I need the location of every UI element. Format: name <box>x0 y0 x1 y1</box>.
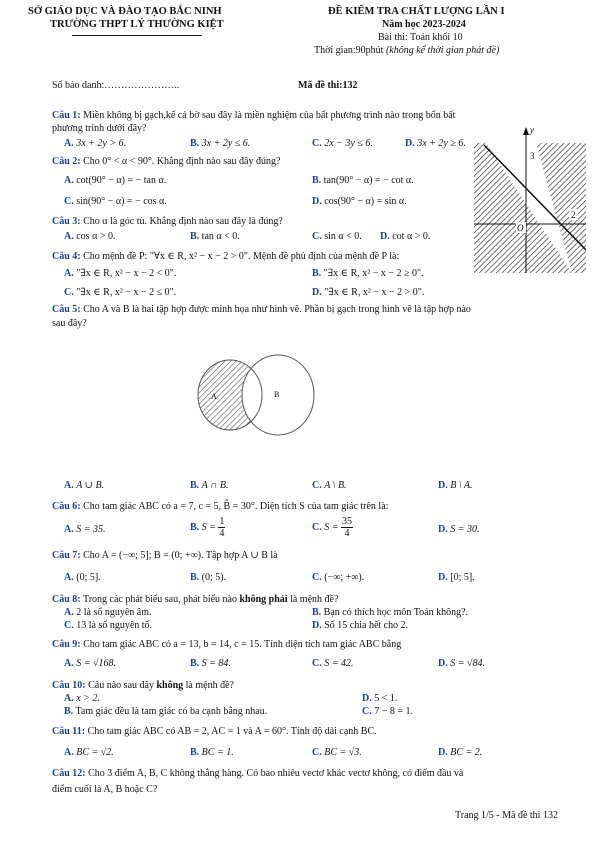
q11-option-d[interactable]: D. BC = 2. <box>438 747 483 758</box>
q5-option-b[interactable]: B. A ∩ B. <box>190 480 229 491</box>
q4-stem: Câu 4: Cho mệnh đề P: "∀x ∈ R, x² − x − 2 > 0". Mệnh đề phủ định của mệnh đề P là: <box>52 251 400 262</box>
q2-stem: Câu 2: Cho 0° < α < 90°. Khẳng định nào sau đây đúng? <box>52 156 281 167</box>
exam-subject: Bài thi: Toán khối 10 <box>378 32 463 43</box>
q5-label-b: B <box>274 390 280 399</box>
q6-option-b[interactable]: B. S = $\frac{1}{4}$ <box>190 516 225 539</box>
q10-option-b[interactable]: B. Tam giác đều là tam giác có ba cạnh bằng nhau. <box>64 706 268 717</box>
q8-option-b[interactable]: B. Bạn có thích học môn Toán không?. <box>312 607 469 618</box>
q5-stem-2: sau đây? <box>52 318 87 329</box>
q4-option-b[interactable]: B. "∃x ∈ R, x² − x − 2 ≥ 0". <box>312 268 424 279</box>
q6-option-a[interactable]: A. S = 35. <box>64 524 106 535</box>
q7-option-d[interactable]: D. [0; 5]. <box>438 572 475 583</box>
q2-option-a[interactable]: A. cot(90° − α) = − tan α. <box>64 175 167 186</box>
q4-option-a[interactable]: A. "∃x ∈ R, x² − x − 2 < 0". <box>64 268 177 279</box>
q10-stem: Câu 10: Câu nào sau đây không là mệnh đề? <box>52 680 234 691</box>
q11-option-c[interactable]: C. BC = √3. <box>312 747 362 758</box>
q6-c-fraction: $\frac{35}{4}$ <box>341 516 352 539</box>
q9-option-d[interactable]: D. S = √84. <box>438 658 485 669</box>
q12-stem: Câu 12: Cho 3 điểm A, B, C không thẳng hàng. Có bao nhiêu vectơ khác vectơ không, có điểm đầu và <box>52 768 464 779</box>
q3-option-c[interactable]: C. sin α < 0. <box>312 231 362 242</box>
q1-option-b[interactable]: B. 3x + 2y ≤ 6. <box>190 138 251 149</box>
q3-option-a[interactable]: A. cos α > 0. <box>64 231 116 242</box>
q2-option-c[interactable]: C. sin(90° − α) = − cos α. <box>64 196 167 207</box>
exam-time: Thời gian:90phút (không kể thời gian phát đề) <box>314 45 500 56</box>
q1-y-arrow-icon <box>523 127 529 135</box>
q6-option-c[interactable]: C. S = $\frac{35}{4}$ <box>312 516 352 539</box>
header-rule <box>72 35 202 36</box>
q8-stem: Câu 8: Trong các phát biểu sau, phát biểu nào không phải là mệnh đề? <box>52 594 339 605</box>
q7-option-c[interactable]: C. (−∞; +∞). <box>312 572 365 583</box>
q1-option-a[interactable]: A. 3x + 2y > 6. <box>64 138 127 149</box>
q3-option-d[interactable]: D. cot α > 0. <box>380 231 431 242</box>
q4-option-c[interactable]: C. "∃x ∈ R, x² − x − 2 ≤ 0". <box>64 287 177 298</box>
q3-stem: Câu 3: Cho α là góc tù. Khẳng định nào sau đây là đúng? <box>52 216 283 227</box>
q2-option-b[interactable]: B. tan(90° − α) = − cot α. <box>312 175 414 186</box>
q9-option-b[interactable]: B. S = 84. <box>190 658 231 669</box>
q6-stem: Câu 6: Cho tam giác ABC có a = 7, c = 5, B̂ = 30°. Diện tích S của tam giác trên là: <box>52 501 389 512</box>
q5-option-c[interactable]: C. A \ B. <box>312 480 347 491</box>
q5-stem: Câu 5: Cho A và B là hai tập hợp được minh họa như hình vẽ. Phần bị gạch trong hình vẽ là tập hợp nào <box>52 304 471 315</box>
q7-option-b[interactable]: B. (0; 5). <box>190 572 227 583</box>
q11-option-a[interactable]: A. BC = √2. <box>64 747 114 758</box>
q10-option-a[interactable]: A. x > 2. <box>64 693 100 704</box>
exam-code: Mã đề thi:132 <box>298 80 358 91</box>
q10-option-d[interactable]: D. 5 < 1. <box>362 693 398 704</box>
q5-option-a[interactable]: A. A ∪ B. <box>64 480 105 491</box>
q8-option-c[interactable]: C. 13 là số nguyên tố. <box>64 620 153 631</box>
q1-tick-3: 3 <box>530 151 535 161</box>
q5-venn-diagram <box>194 352 316 438</box>
header-school: TRƯỜNG THPT LÝ THƯỜNG KIỆT <box>50 19 224 30</box>
q11-stem: Câu 11: Cho tam giác ABC có AB = 2, AC = 1 và A = 60°. Tính độ dài cạnh BC. <box>52 726 377 737</box>
student-id-line: Số báo danh:………………….. <box>52 80 180 91</box>
q12-stem-2: điểm cuối là A, B hoặc C? <box>52 784 158 795</box>
page-footer: Trang 1/5 - Mã đề thi 132 <box>455 810 558 821</box>
q1-option-d[interactable]: D. 3x + 2y ≥ 6. <box>405 138 466 149</box>
q1-y-label: y <box>530 125 534 135</box>
exam-title: ĐỀ KIỂM TRA CHẤT LƯỢNG LẦN I <box>328 6 505 17</box>
q1-tick-2: 2 <box>571 210 576 220</box>
q8-option-a[interactable]: A. 2 là số nguyên âm. <box>64 607 152 618</box>
q1-option-c[interactable]: C. 2x − 3y ≤ 6. <box>312 138 373 149</box>
q9-option-a[interactable]: A. S = √168. <box>64 658 116 669</box>
q9-option-c[interactable]: C. S = 42. <box>312 658 354 669</box>
q11-option-b[interactable]: B. BC = 1. <box>190 747 234 758</box>
q10-option-c[interactable]: C. 7 − 8 = 1. <box>362 706 414 717</box>
q6-b-fraction: $\frac{1}{4}$ <box>219 516 225 539</box>
q6-option-d[interactable]: D. S = 30. <box>438 524 480 535</box>
school-year: Năm học 2023-2024 <box>382 19 466 30</box>
q9-stem: Câu 9: Cho tam giác ABC có a = 13, b = 14, c = 15. Tính diện tích tam giác ABC bằng <box>52 639 402 650</box>
q4-option-d[interactable]: D. "∃x ∈ R, x² − x − 2 > 0". <box>312 287 425 298</box>
q2-option-d[interactable]: D. cos(90° − α) = sin α. <box>312 196 407 207</box>
q8-option-d[interactable]: D. Số 15 chia hết cho 2. <box>312 620 409 631</box>
q1-origin-label: O <box>517 223 524 233</box>
q5-option-d[interactable]: D. B \ A. <box>438 480 473 491</box>
q7-stem: Câu 7: Cho A = (−∞; 5]; B = (0; +∞). Tập hợp A ∪ B là <box>52 550 278 561</box>
q5-label-a: A <box>211 392 217 401</box>
q1-stem-2: phương trình dưới đây? <box>52 123 147 134</box>
q3-option-b[interactable]: B. tan α < 0. <box>190 231 240 242</box>
q1-graph <box>474 125 586 275</box>
header-org: SỞ GIÁO DỤC VÀ ĐÀO TẠO BẮC NINH <box>28 6 222 17</box>
q7-option-a[interactable]: A. (0; 5]. <box>64 572 101 583</box>
q1-stem: Câu 1: Miền không bị gạch,kể cả bờ sau đây là miền nghiệm của bất phương trình nào trong bốn bất <box>52 110 456 121</box>
